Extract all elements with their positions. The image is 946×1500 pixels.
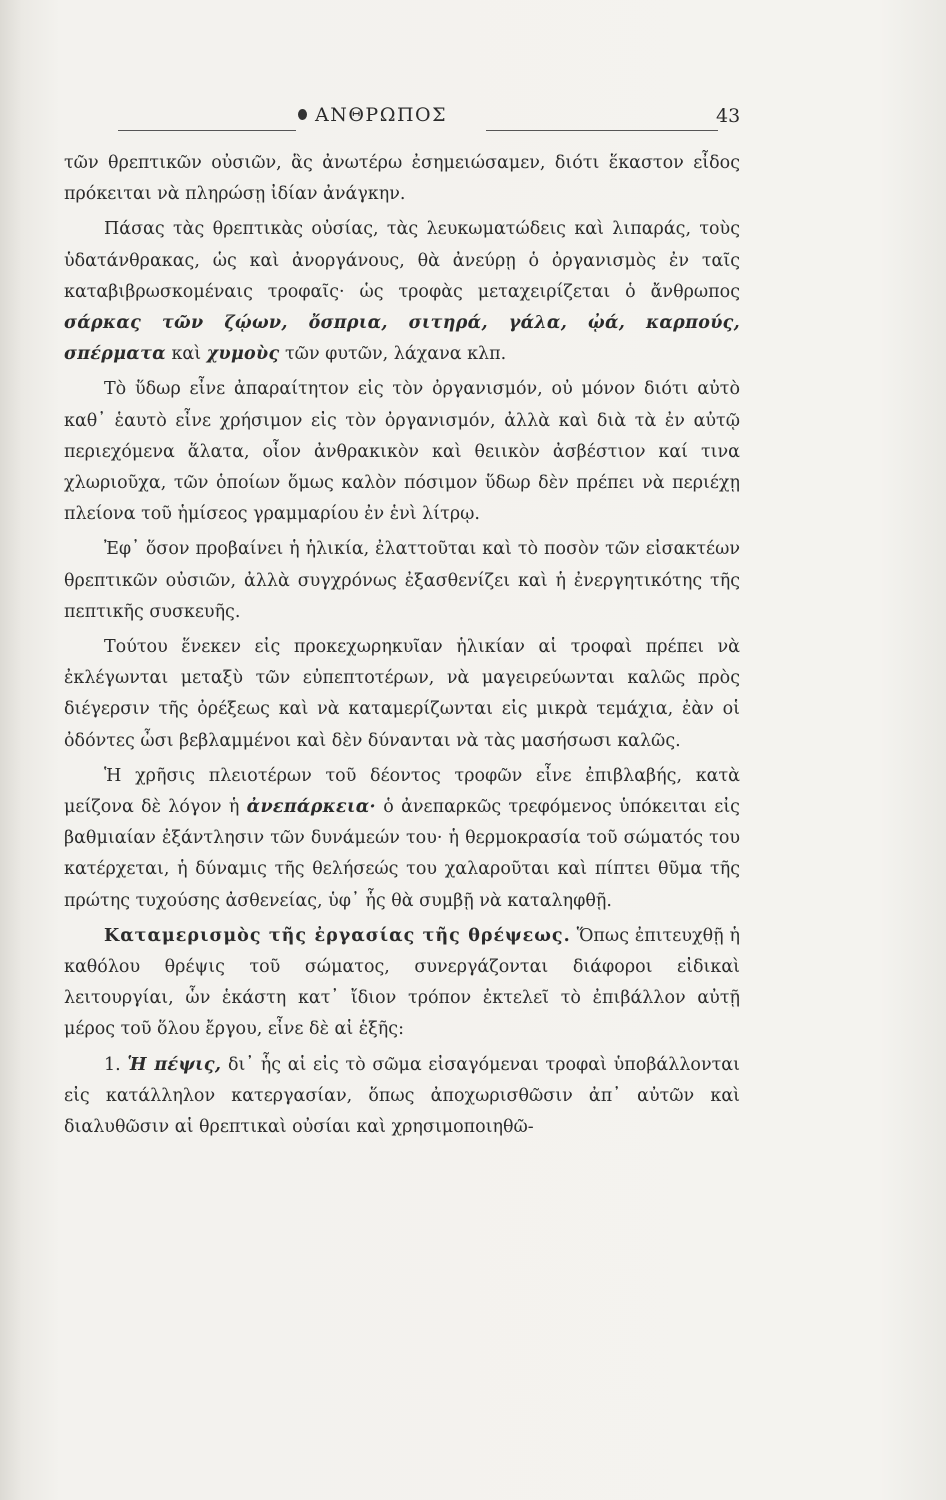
paragraph-2 — [64, 214, 740, 370]
paragraph-1-text: τῶν θρεπτικῶν οὐσιῶν, ἃς ἀνωτέρω ἐσημειώσαμεν, διότι ἕκαστον εἶδος πρόκειται νὰ πληρώσῃ ἰδίαν ἀνάγκην. — [64, 153, 740, 205]
page-number: 43 — [716, 105, 741, 127]
paragraph-7-text: Ὅπως ἐπιτευχθῇ ἡ καθόλου θρέψις τοῦ σώματος, συνεργάζονται διάφοροι εἰδικαὶ λειτουργίαι, ὧν ἑκάστη κατ᾽ ἴδιον τρόπον ἐκτελεῖ τὸ ἐπιβάλλον αὐτῇ μέρος τοῦ ὅλου ἔργου, εἶνε δὲ αἱ ἑξῆς: — [64, 925, 740, 1040]
paragraph-5-text: Τούτου ἕνεκεν εἰς προκεχωρηκυῖαν ἡλικίαν αἱ τροφαὶ πρέπει νὰ ἐκλέγωνται μεταξὺ τῶν εὐπεπτοτέρων, νὰ μαγειρεύωνται καλῶς πρὸς διέγερσιν τῆς ὀρέξεως καὶ νὰ καταμερίζωνται εἰς μικρὰ τεμάχια, ἐὰν οἱ ὀδόντες ὦσι βεβλαμμένοι καὶ δὲν δύνανται νὰ τὰς μασήσωσι καλῶς. — [64, 637, 740, 751]
paragraph-6-text-b: ὁ ἀνεπαρκῶς τρεφόμενος ὑπόκειται εἰς βαθμιαίαν ἐξάντλησιν τῶν δυνάμεών του· ἡ θερμοκρασία τοῦ σώματός του κατέρχεται, ἡ δύναμις τῆς θελήσεώς του χαλαροῦται καὶ πίπτει θῦμα τῆς πρώτης τυχούσης ἀσθενείας, ὑφ᾽ ἧς θὰ συμβῇ νὰ καταληφθῇ. — [64, 797, 740, 911]
running-head: ΑΝΘΡΩΠΟΣ — [315, 104, 448, 126]
paragraph-1 — [64, 148, 740, 210]
paragraph-7 — [64, 921, 740, 1046]
header-rule-right — [486, 130, 718, 131]
list-term: Ἡ πέψις, — [127, 1054, 222, 1075]
bullet-ornament-icon — [298, 109, 307, 120]
paragraph-6-text-a: Ἡ χρῆσις πλειοτέρων τοῦ δέοντος τροφῶν εἶνε ἐπιβλαβής, κατὰ μείζονα δὲ λόγον ἡ — [64, 765, 740, 818]
paragraph-4-text: Ἐφ᾽ ὅσον προβαίνει ἡ ἡλικία, ἐλαττοῦται καὶ τὸ ποσὸν τῶν εἰσακτέων θρεπτικῶν οὐσιῶν, ἀλλὰ συγχρόνως ἐξασθενίζει καὶ ἡ ἐνεργητικότης τῆς πεπτικῆς συσκευῆς. — [64, 539, 740, 622]
paragraph-3 — [64, 374, 740, 530]
paragraph-4 — [64, 534, 740, 628]
paragraph-2-emphasis-2: χυμοὺς — [206, 344, 280, 365]
paragraph-2-text-c: τῶν φυτῶν, λάχανα κλπ. — [285, 344, 507, 365]
paragraph-2-text-a: Πάσας τὰς θρεπτικὰς οὐσίας, τὰς λευκωματώδεις καὶ λιπαράς, τοὺς ὑδατάνθρακας, ὡς καὶ ἀνοργάνους, θὰ ἀνεύρῃ ὁ ὀργανισμὸς ἐν ταῖς καταβιβρωσκομέναις τροφαῖς· ὡς τροφὰς μεταχειρίζεται ὁ ἄνθρωπος — [64, 219, 740, 302]
page-header — [118, 96, 744, 136]
list-number: 1. — [104, 1054, 121, 1075]
header-rule-left — [118, 130, 296, 131]
body-text — [64, 148, 740, 1143]
paragraph-6-emphasis: ἀνεπάρκεια· — [246, 797, 376, 818]
paragraph-5 — [64, 632, 740, 757]
paragraph-2-emphasis-1: σάρκας τῶν ζῴων, ὄσπρια, σιτηρά, γάλα, ᾠά, καρπούς, σπέρματα — [64, 313, 740, 365]
paragraph-3-text: Τὸ ὕδωρ εἶνε ἀπαραίτητον εἰς τὸν ὀργανισμόν, οὐ μόνον διότι αὐτὸ καθ᾽ ἑαυτὸ εἶνε χρήσιμον εἰς τὸν ὀργανισμόν, ἀλλὰ καὶ διὰ τὰ ἐν αὐτῷ περιεχόμενα ἅλατα, οἷον ἀνθρακικὸν καὶ θειικὸν ἀσβέστιον καί τινα χλωριοῦχα, τῶν ὁποίων ὅμως καλὸν πόσιμον ὕδωρ δὲν πρέπει νὰ περιέχῃ πλείονα τοῦ ἡμίσεος γραμμαρίου ἐν ἑνὶ λίτρῳ. — [64, 379, 740, 525]
section-heading: Καταμερισμὸς τῆς ἐργασίας τῆς θρέψεως. — [104, 925, 571, 946]
paragraph-8 — [64, 1050, 740, 1144]
paragraph-8-text: δι᾽ ἧς αἱ εἰς τὸ σῶμα εἰσαγόμεναι τροφαὶ ὑποβάλλονται εἰς κατάλληλον κατεργασίαν, ὅπως ἀποχωρισθῶσιν ἀπ᾽ αὐτῶν καὶ διαλυθῶσιν αἱ θρεπτικαὶ οὐσίαι καὶ χρησιμοποιηθῶ- — [64, 1054, 740, 1138]
paragraph-2-text-b: καὶ — [171, 344, 202, 365]
paragraph-6 — [64, 761, 740, 917]
